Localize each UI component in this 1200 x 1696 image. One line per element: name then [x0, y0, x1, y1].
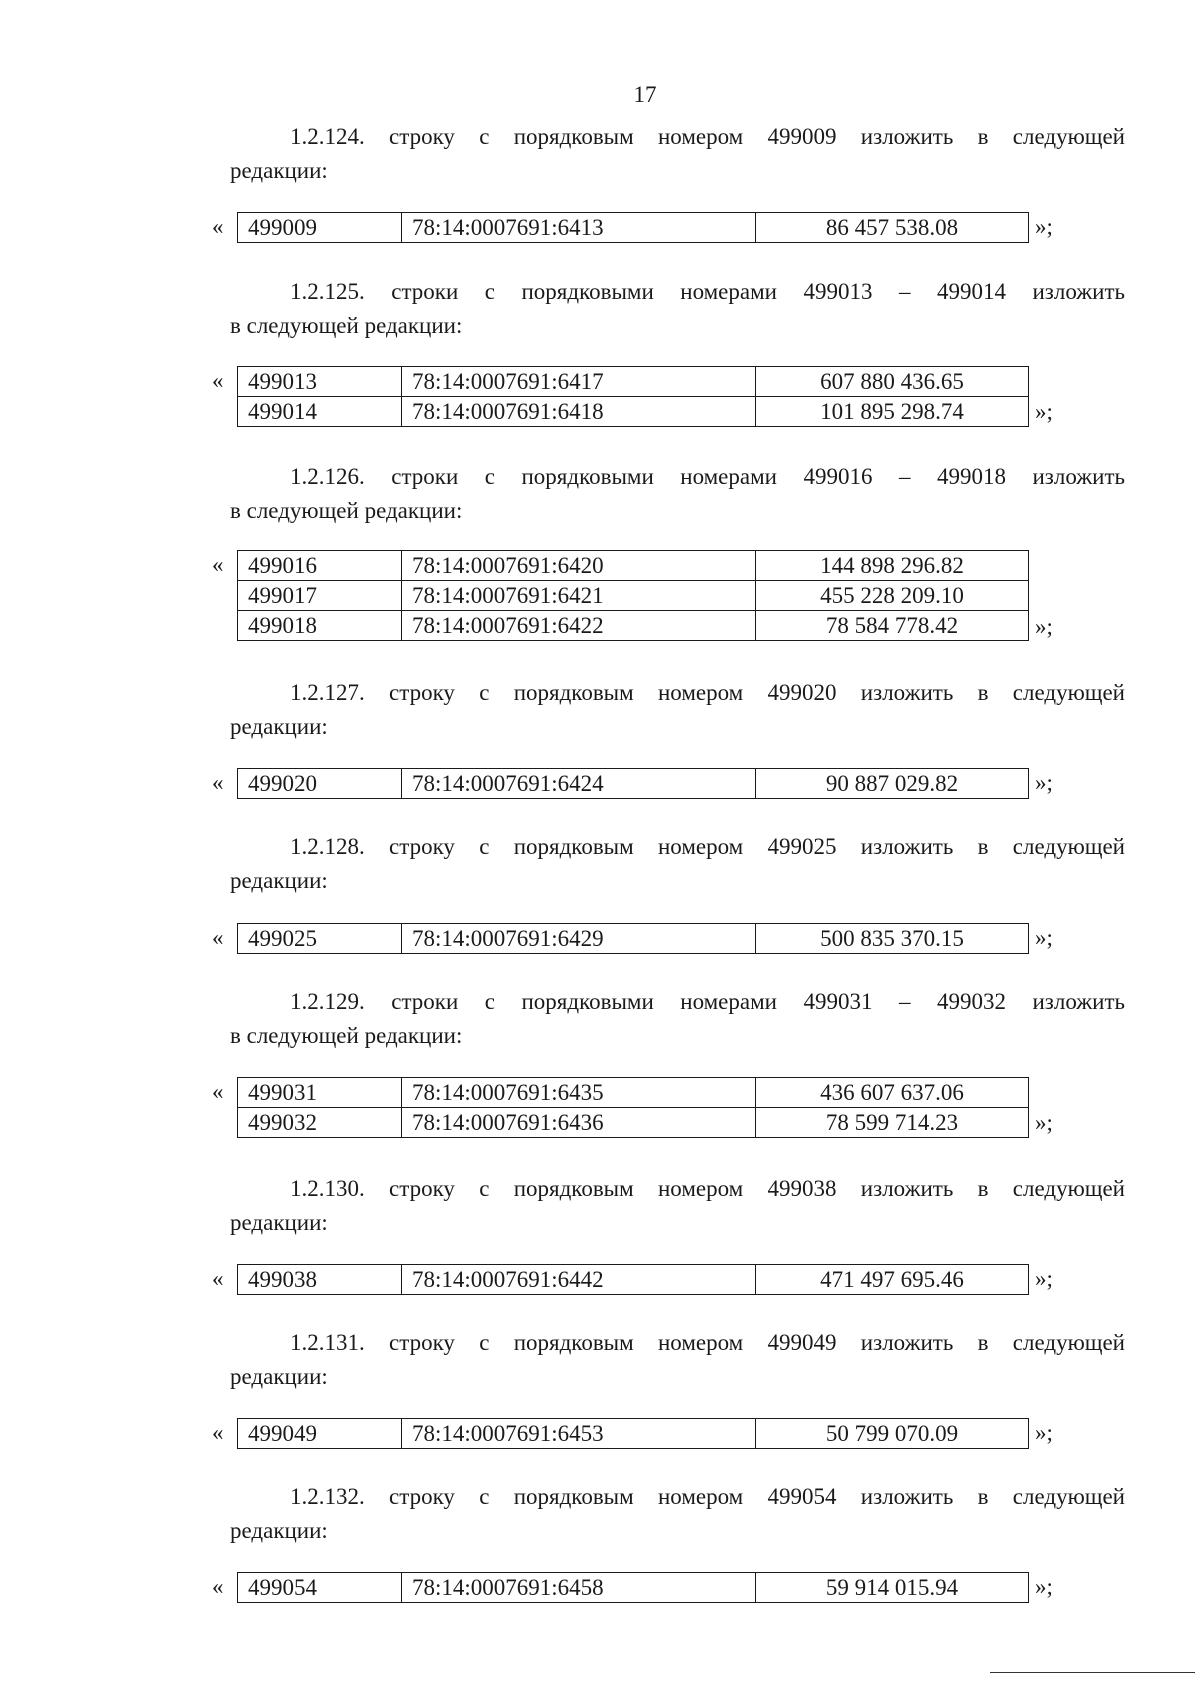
- footer-rule: [990, 1672, 1195, 1673]
- paragraph-line: редакции:: [230, 1364, 328, 1389]
- paragraph-line: редакции:: [230, 1518, 328, 1543]
- register-table: [237, 212, 1029, 243]
- value-cell: 78 584 778.42: [756, 611, 1029, 641]
- opening-quote: «: [212, 214, 224, 239]
- value-cell: 78 599 714.23: [756, 1108, 1029, 1138]
- paragraph-line: в следующей редакции:: [230, 313, 463, 338]
- closing-quote: »;: [1035, 214, 1053, 239]
- amendment-paragraph: [230, 120, 1125, 188]
- table-row: [238, 397, 1029, 427]
- amendment-paragraph: [230, 830, 1125, 898]
- cadastral-number-cell: 78:14:0007691:6429: [402, 924, 756, 954]
- cadastral-number-cell: 78:14:0007691:6418: [402, 397, 756, 427]
- cadastral-number-cell: 78:14:0007691:6417: [402, 367, 756, 397]
- table-row: [238, 1419, 1029, 1449]
- closing-quote: »;: [1035, 1420, 1053, 1445]
- cadastral-number-cell: 78:14:0007691:6421: [402, 581, 756, 611]
- table-row: [238, 1108, 1029, 1138]
- paragraph-line: в следующей редакции:: [230, 1023, 463, 1048]
- cadastral-number-cell: 78:14:0007691:6413: [402, 213, 756, 243]
- row-number-cell: 499031: [238, 1078, 402, 1108]
- paragraph-line: редакции:: [230, 868, 328, 893]
- table-row: [238, 581, 1029, 611]
- value-cell: 101 895 298.74: [756, 397, 1029, 427]
- opening-quote: «: [212, 552, 224, 577]
- table-row: [238, 1573, 1029, 1603]
- paragraph-line: 1.2.131. строку с порядковым номером 499049 изложить в следующей: [290, 1330, 1125, 1355]
- value-cell: 607 880 436.65: [756, 367, 1029, 397]
- row-number-cell: 499017: [238, 581, 402, 611]
- paragraph-line: 1.2.127. строку с порядковым номером 499020 изложить в следующей: [290, 680, 1125, 705]
- page-number: 17: [633, 82, 657, 107]
- closing-quote: »;: [1035, 399, 1053, 424]
- table-row: [238, 769, 1029, 799]
- row-number-cell: 499049: [238, 1419, 402, 1449]
- register-table: [237, 1077, 1029, 1138]
- opening-quote: «: [212, 1420, 224, 1445]
- table-row: [238, 1265, 1029, 1295]
- paragraph-line: 1.2.125. строки с порядковыми номерами 499013 – 499014 изложить: [290, 279, 1125, 304]
- paragraph-line: 1.2.130. строку с порядковым номером 499038 изложить в следующей: [290, 1176, 1125, 1201]
- value-cell: 86 457 538.08: [756, 213, 1029, 243]
- opening-quote: «: [212, 368, 224, 393]
- value-cell: 144 898 296.82: [756, 551, 1029, 581]
- paragraph-line: 1.2.128. строку с порядковым номером 499025 изложить в следующей: [290, 834, 1125, 859]
- amendment-paragraph: [230, 460, 1125, 528]
- register-table: [237, 923, 1029, 954]
- closing-quote: »;: [1035, 614, 1053, 639]
- closing-quote: »;: [1035, 770, 1053, 795]
- closing-quote: »;: [1035, 1266, 1053, 1291]
- opening-quote: «: [212, 770, 224, 795]
- table-row: [238, 611, 1029, 641]
- cadastral-number-cell: 78:14:0007691:6435: [402, 1078, 756, 1108]
- register-table: [237, 1572, 1029, 1603]
- amendment-paragraph: [230, 275, 1125, 343]
- value-cell: 50 799 070.09: [756, 1419, 1029, 1449]
- amendment-paragraph: [230, 1172, 1125, 1240]
- cadastral-number-cell: 78:14:0007691:6458: [402, 1573, 756, 1603]
- opening-quote: «: [212, 925, 224, 950]
- value-cell: 471 497 695.46: [756, 1265, 1029, 1295]
- row-number-cell: 499025: [238, 924, 402, 954]
- paragraph-line: редакции:: [230, 714, 328, 739]
- row-number-cell: 499032: [238, 1108, 402, 1138]
- paragraph-line: в следующей редакции:: [230, 498, 463, 523]
- row-number-cell: 499054: [238, 1573, 402, 1603]
- table-row: [238, 213, 1029, 243]
- register-table: [237, 768, 1029, 799]
- row-number-cell: 499016: [238, 551, 402, 581]
- closing-quote: »;: [1035, 925, 1053, 950]
- amendment-paragraph: [230, 985, 1125, 1053]
- cadastral-number-cell: 78:14:0007691:6424: [402, 769, 756, 799]
- register-table: [237, 1418, 1029, 1449]
- register-table: [237, 366, 1029, 427]
- row-number-cell: 499020: [238, 769, 402, 799]
- paragraph-line: редакции:: [230, 1210, 328, 1235]
- paragraph-line: 1.2.129. строки с порядковыми номерами 499031 – 499032 изложить: [290, 989, 1125, 1014]
- paragraph-line: редакции:: [230, 158, 328, 183]
- closing-quote: »;: [1035, 1574, 1053, 1599]
- opening-quote: «: [212, 1079, 224, 1104]
- amendment-paragraph: [230, 1326, 1125, 1394]
- register-table: [237, 550, 1029, 641]
- cadastral-number-cell: 78:14:0007691:6436: [402, 1108, 756, 1138]
- cadastral-number-cell: 78:14:0007691:6422: [402, 611, 756, 641]
- closing-quote: »;: [1035, 1110, 1053, 1135]
- opening-quote: «: [212, 1266, 224, 1291]
- cadastral-number-cell: 78:14:0007691:6420: [402, 551, 756, 581]
- row-number-cell: 499038: [238, 1265, 402, 1295]
- paragraph-line: 1.2.132. строку с порядковым номером 499054 изложить в следующей: [290, 1484, 1125, 1509]
- paragraph-line: 1.2.124. строку с порядковым номером 499009 изложить в следующей: [290, 124, 1125, 149]
- amendment-paragraph: [230, 1480, 1125, 1548]
- paragraph-line: 1.2.126. строки с порядковыми номерами 499016 – 499018 изложить: [290, 464, 1125, 489]
- table-row: [238, 551, 1029, 581]
- row-number-cell: 499014: [238, 397, 402, 427]
- row-number-cell: 499013: [238, 367, 402, 397]
- cadastral-number-cell: 78:14:0007691:6453: [402, 1419, 756, 1449]
- value-cell: 500 835 370.15: [756, 924, 1029, 954]
- value-cell: 455 228 209.10: [756, 581, 1029, 611]
- row-number-cell: 499018: [238, 611, 402, 641]
- cadastral-number-cell: 78:14:0007691:6442: [402, 1265, 756, 1295]
- value-cell: 436 607 637.06: [756, 1078, 1029, 1108]
- value-cell: 90 887 029.82: [756, 769, 1029, 799]
- table-row: [238, 1078, 1029, 1108]
- amendment-paragraph: [230, 676, 1125, 744]
- register-table: [237, 1264, 1029, 1295]
- table-row: [238, 367, 1029, 397]
- table-row: [238, 924, 1029, 954]
- row-number-cell: 499009: [238, 213, 402, 243]
- opening-quote: «: [212, 1574, 224, 1599]
- value-cell: 59 914 015.94: [756, 1573, 1029, 1603]
